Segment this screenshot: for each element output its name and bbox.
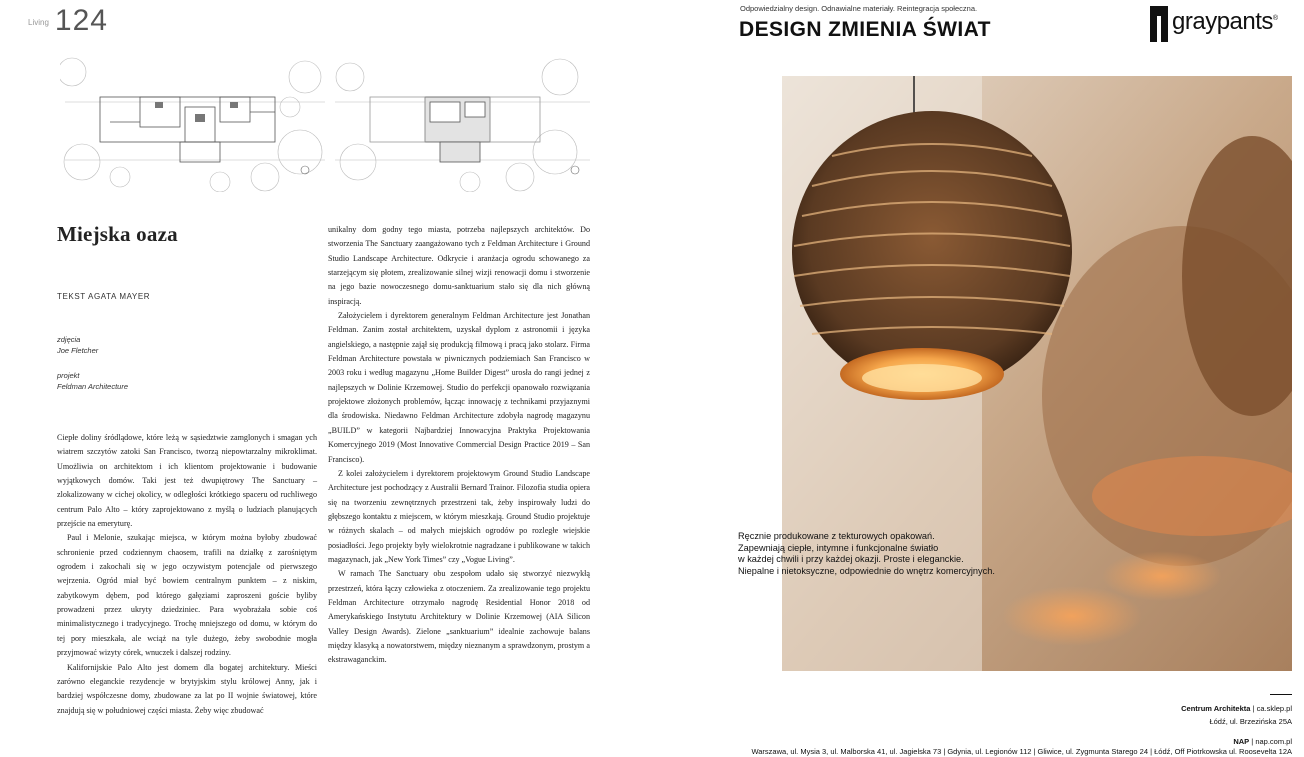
store-name: NAP <box>1233 737 1250 746</box>
ad-caption <box>738 531 1038 577</box>
ad-tagline: Odpowiedzialny design. Odnawialne materiały. Reintegracja społeczna. <box>740 4 978 13</box>
credit-photos <box>57 334 98 356</box>
store-nap <box>1233 737 1292 746</box>
divider <box>1270 694 1292 695</box>
article-column-1 <box>57 431 317 718</box>
section-label: Living <box>28 18 49 27</box>
folio <box>28 6 108 36</box>
brand-logo <box>1150 6 1278 42</box>
article-column-2 <box>328 223 590 668</box>
paragraph: unikalny dom godny tego miasta, potrzeba najlepszych architektów. Do stworzenia The Sanctuary zaangażowano tych z Feldman Architecture i Ground Studio Landscape Architecture. Odkrycie i aranżacja ogrodu schowanego za starzejącym się płotem, zrealizowanie silnej wizji renowacji domu i stworzenie na jego bazie nowoczesnego domu-sanktuarium stało się dla nich główną inspiracją. <box>328 225 590 306</box>
ad-headline: DESIGN ZMIENIA ŚWIAT <box>739 18 991 41</box>
store-url[interactable]: nap.com.pl <box>1255 737 1292 746</box>
store-name: Centrum Architekta <box>1181 704 1251 713</box>
paragraph: Paul i Melonie, szukając miejsca, w którym można byłoby zbudować schronienie przed codziennym chaosem, trafili na działkę z zarośniętym ogrodem i zakochali się w jego oczywistym potencjale od pierwszego wejrzenia. Ogród miał być bowiem centralnym punktem – z niskim, zabytkowym dębem, pod którego gałęziami zaproszeni goście byliby prowadzeni przez ukryty dziedziniec. Para wyobrażała sobie coś minimalistycznego i tradycyjnego. Trochę mniejszego od domu, w którym do tej pory mieszkała, ale wciąż na tyle dużego, żeby swobodnie mogła przyjmować wizyty córek, wnuczek i dalszej rodziny. <box>57 533 317 658</box>
article-title: Miejska oaza <box>57 222 178 246</box>
floor-plan-upper <box>330 52 595 192</box>
credit-project <box>57 370 128 392</box>
registered-mark: ® <box>1272 15 1278 22</box>
store-address: Łódź, ul. Brzezińska 25A <box>1209 717 1292 726</box>
store-centrum-architekta <box>1181 704 1292 713</box>
floor-plan-ground <box>60 52 330 192</box>
brand-mark-icon <box>1150 6 1168 42</box>
lamp-photo <box>782 76 1292 671</box>
paragraph: W ramach The Sanctuary obu zespołom udało się stworzyć niezwykłą przestrzeń, która łączy człowieka z otoczeniem. Za zrealizowanie tego projektu Feldman Architecture otrzymało nagrodę Residential Honor 2018 od Amerykańskiego Instytutu Architektury w Dolinie Krzemowej (AIA Silicon Valley Design Awards). Zielone „sanktuarium” idealnie zachowuje balans między klasyką a nowatorstwem, między nieznanym a sprawdzonym, prostym a ekstrawaganckim. <box>328 569 590 665</box>
credit-name: Feldman Architecture <box>57 382 129 391</box>
caption-line: Ręcznie produkowane z tekturowych opakowań. <box>738 531 935 541</box>
separator: | <box>1250 704 1257 713</box>
credit-role: zdjęcia <box>57 335 81 344</box>
store-url[interactable]: ca.sklep.pl <box>1256 704 1292 713</box>
credit-role: projekt <box>57 371 80 380</box>
credit-name: Joe Fletcher <box>57 346 99 355</box>
store-addresses: Warszawa, ul. Mysia 3, ul. Malborska 41, ul. Jagielska 73 | Gdynia, ul. Legionów 112 | Gliwice, ul. Zygmunta Starego 24 | Łódź, Off Piotrkowska ul. Roosevelta 12A <box>751 747 1292 756</box>
caption-line: Niepalne i nietoksyczne, odpowiednie do wnętrz komercyjnych. <box>738 565 995 576</box>
separator: | <box>1249 737 1256 746</box>
caption-line: Zapewniają ciepłe, intymne i funkcjonalne światło <box>738 542 939 553</box>
paragraph: Założycielem i dyrektorem generalnym Feldman Architecture jest Jonathan Feldman. Zanim został architektem, uzyskał dyplom z astronomii i języka angielskiego, a następnie zajął się produkcją filmową i pracą jako stolarz. Firma Feldman Architecture powstała w piwnicznych podziemiach San Francisco w 2003 roku i według magazynu „Home Builder Digest” urosła do rangi jednej z najlepszych w Dolinie Krzemowej. Studio do perfekcji opanowało rozwiązania projektowe złożonych problemów, łącząc innowację z technikami przyjaznymi dla środowiska. Niedawno Feldman Architecture zdobyła nagrodę magazynu „BUILD” w kategorii Najbardziej Innowacyjna Praktyka Projektowania Komercyjnego 2019 (Most Innovative Commercial Design Practice 2019 – San Francisco). <box>328 311 590 464</box>
paragraph: Ciepłe doliny śródlądowe, które leżą w sąsiedztwie zamglonych i smagan ych wiatrem szczytów zatoki San Francisco, tworzą niepowtarzalny mikroklimat. Umożliwia on architektom i ich klientom projektowanie i budowanie wyjątkowych domów. Taki jest też dwupiętrowy The Sanctuary – zlokalizowany w cichej okolicy, w odległości krótkiego spaceru od ruchliwego centrum Palo Alto – który zaprojektowano z myślą o ludziach planujących przejście na emeryturę. <box>57 433 317 529</box>
byline: TEKST AGATA MAYER <box>57 292 151 301</box>
page-number: 124 <box>54 4 108 37</box>
paragraph: Z kolei założycielem i dyrektorem projektowym Ground Studio Landscape Architecture jest pochodzący z Australii Bernard Trainor. Filozofia studia opiera się na tworzeniu zewnętrznych przestrzeni tak, żeby inspirowały ludzi do głębszego kontaktu z miejscem, w którym mieszkają. Ground Studio projektuje w różnych skalach – od małych miejskich ogrodów po rozległe wiejskie posiadłości. Jego projekty były wielokrotnie nagradzane i publikowane w takich magazynach, jak „New York Times” czy „Vogue Living”. <box>328 468 590 564</box>
caption-line: w każdej chwili i przy każdej okazji. Proste i eleganckie. <box>738 554 964 564</box>
paragraph: Kalifornijskie Palo Alto jest domem dla bogatej architektury. Mieści zarówno eleganckie rezydencje w brytyjskim stylu królowej Anny, jak i bardziej współczesne domy, zbudowane za lat po II wojnie światowej, które znajdują się w południowej części miasta. Żeby więc zbudować <box>57 662 317 715</box>
brand-name: graypants <box>1172 8 1273 35</box>
